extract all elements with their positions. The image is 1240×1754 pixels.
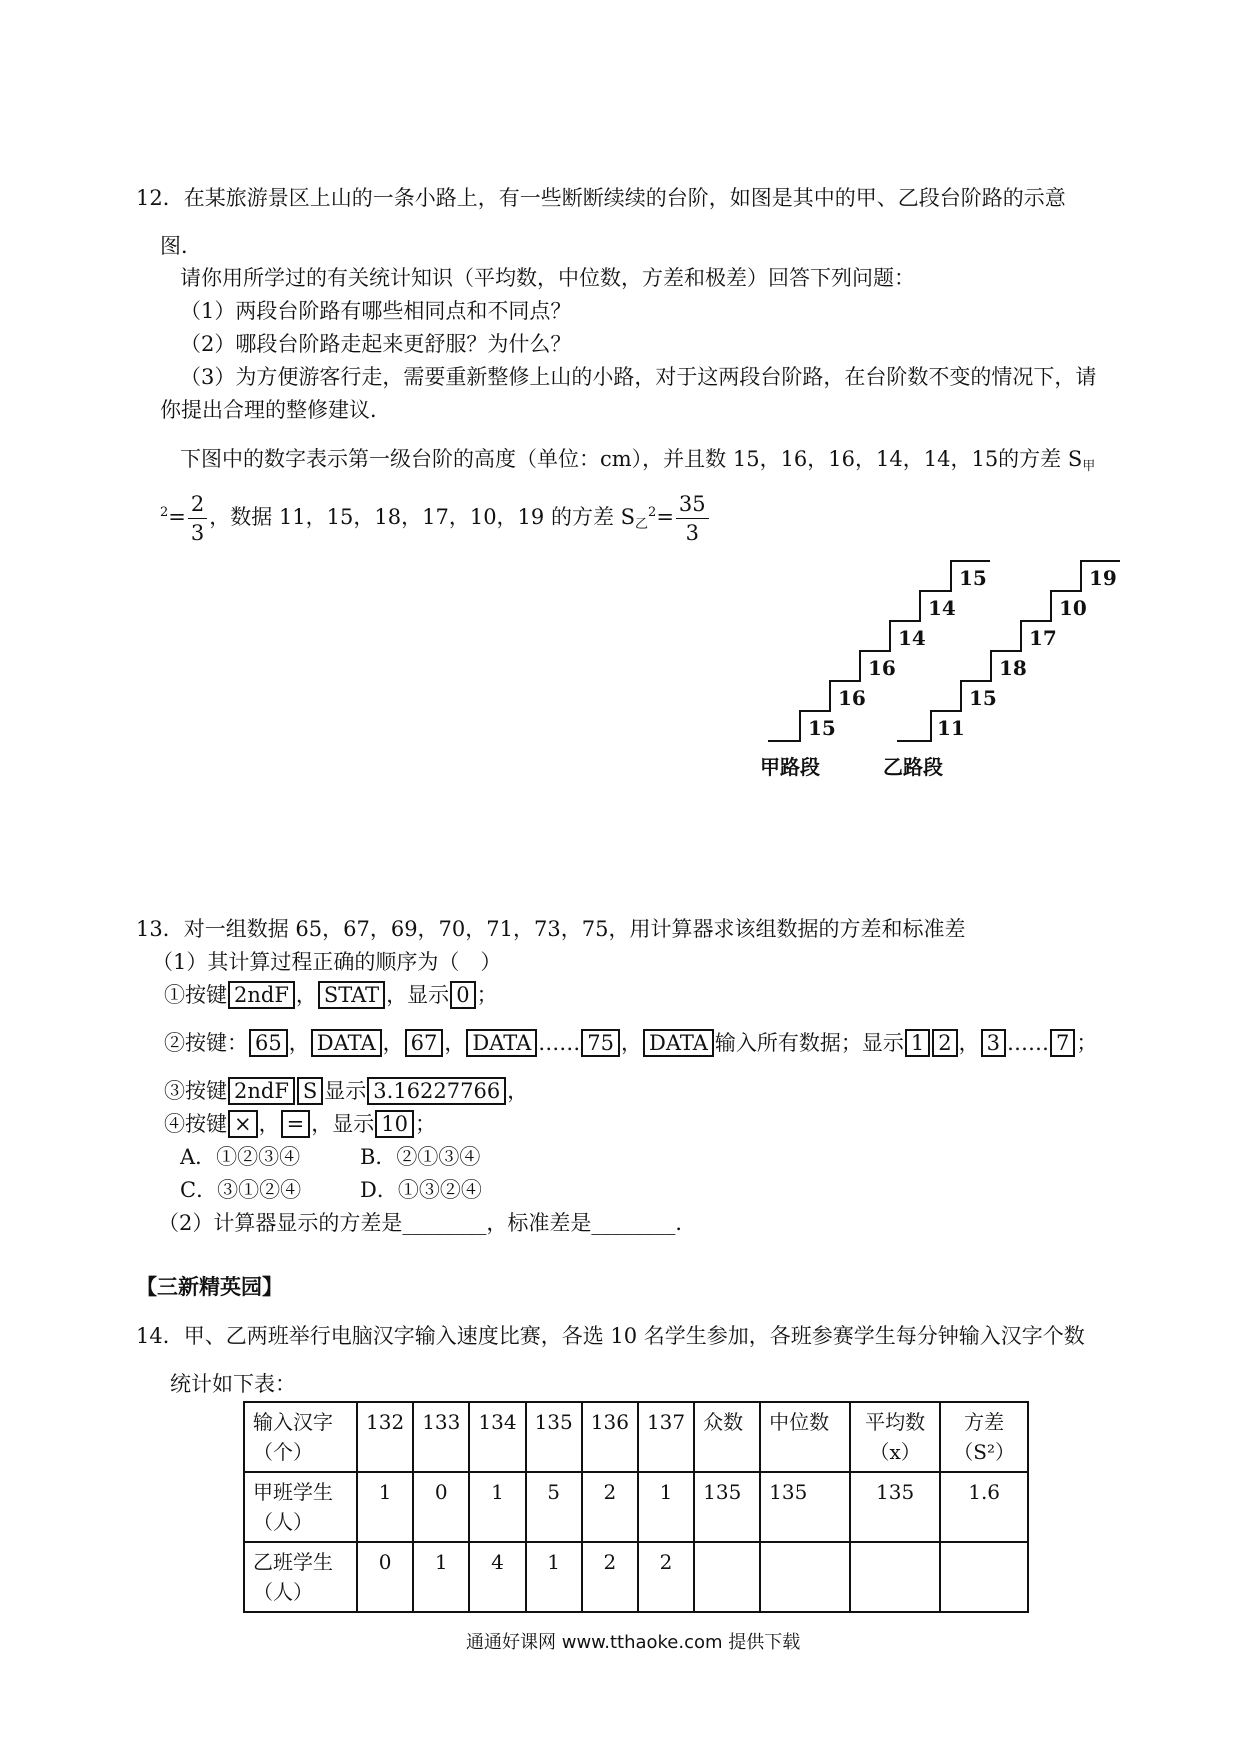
s2-mid: 输入所有数据；显示 (714, 1031, 904, 1055)
q13-sub1: （1）其计算过程正确的顺序为（ ） (152, 950, 502, 974)
s4-sep: ， (258, 1112, 280, 1136)
s2-sep1: ， (288, 1031, 310, 1055)
table-row (244, 1402, 1028, 1472)
sub-jia: 甲 (1082, 459, 1096, 474)
note1-text: 下图中的数字表示第一级台阶的高度（单位：cm），并且数 15，16，16，14，14，15的方差 S (180, 447, 1083, 471)
key-2ndf-2: 2ndF (228, 1077, 295, 1105)
footer-text: 通通好课网 www.tthaoke.com 提供下载 (466, 1632, 801, 1653)
option-b: B．②①③④ (360, 1145, 481, 1169)
s1-mid: ，显示 (386, 983, 450, 1007)
s1-sep: ， (295, 983, 317, 1007)
jia-step-6: 15 (959, 566, 987, 590)
q12-line1: 12．在某旅游景区上山的一条小路上，有一些断断续续的台阶，如图是其中的甲、乙段台阶路的示意 (136, 186, 1066, 210)
frac1-num: 2 (188, 490, 207, 519)
option-c: C．③①②④ (180, 1178, 302, 1202)
table-cell: 1 (469, 1472, 525, 1542)
display-1: 1 (905, 1029, 930, 1057)
q13-step1 (164, 979, 498, 1011)
key-stat: STAT (318, 981, 385, 1009)
table-cell: 乙班学生（人） (244, 1542, 357, 1612)
table-cell: 1 (526, 1542, 582, 1612)
jia-step-2: 16 (838, 686, 866, 710)
key-2ndf: 2ndF (228, 981, 295, 1009)
option-d: D．①③②④ (360, 1178, 482, 1202)
table-cell: 1 (357, 1472, 413, 1542)
jia-label: 甲路段 (760, 755, 820, 779)
fraction-variance-jia (188, 490, 207, 547)
stats-table (243, 1401, 1029, 1613)
q13-step4 (164, 1108, 436, 1140)
jia-stair-line (768, 561, 990, 741)
key-times: × (228, 1110, 258, 1138)
q13-step3 (164, 1075, 528, 1107)
table-cell: 132 (357, 1402, 413, 1472)
q12-sub3b: 你提出合理的整修建议． (160, 398, 391, 422)
table-cell: 甲班学生（人） (244, 1472, 357, 1542)
section-heading: 【三新精英园】 (136, 1275, 283, 1299)
table-cell: 平均数（x） (850, 1402, 940, 1472)
display-2: 2 (932, 1029, 957, 1057)
key-data-3: DATA (643, 1029, 714, 1057)
yi-stair-line (897, 561, 1120, 741)
display-0: 0 (450, 981, 475, 1009)
s1-end: ； (476, 983, 498, 1007)
table-cell: 137 (638, 1402, 694, 1472)
s2-sep2: ， (382, 1031, 404, 1055)
s1-prefix: ①按键 (164, 983, 227, 1007)
q12-note2 (160, 490, 711, 547)
s2-sep5: ， (958, 1031, 980, 1055)
sup-2-b: 2 (648, 505, 657, 520)
table-cell: 135 (850, 1472, 940, 1542)
table-row (244, 1472, 1028, 1542)
s2-end: ； (1076, 1031, 1098, 1055)
yi-step-4: 17 (1029, 626, 1057, 650)
q14-line1: 14．甲、乙两班举行电脑汉字输入速度比赛，各选 10 名学生参加，各班参赛学生每分钟输入汉字个数 (136, 1324, 1085, 1348)
table-cell: 0 (413, 1472, 469, 1542)
q13-title: 13．对一组数据 65，67，69，70，71，73，75，用计算器求该组数据的方差和标准差 (136, 917, 966, 941)
table-cell: 2 (582, 1542, 638, 1612)
table-cell: 众数 (694, 1402, 760, 1472)
display-10: 10 (375, 1110, 414, 1138)
key-65: 65 (249, 1029, 288, 1057)
q12-sub1: （1）两段台阶路有哪些相同点和不同点？ (180, 299, 572, 323)
s2-dots-2: …… (1007, 1031, 1049, 1055)
table-cell: 135 (694, 1472, 760, 1542)
yi-label: 乙路段 (883, 755, 943, 779)
sub-yi: 乙 (635, 517, 649, 532)
s2-sep4: ， (620, 1031, 642, 1055)
table-cell: 2 (638, 1542, 694, 1612)
s4-mid: ，显示 (311, 1112, 375, 1136)
table-row (244, 1542, 1028, 1612)
table-cell: 135 (760, 1472, 850, 1542)
key-s: S (297, 1077, 323, 1105)
table-cell (940, 1542, 1028, 1612)
sup-2-a: 2 (160, 505, 169, 520)
q14-line2: 统计如下表： (170, 1372, 296, 1396)
frac2-den: 3 (685, 521, 699, 545)
table-cell: 1.6 (940, 1472, 1028, 1542)
yi-step-2: 15 (969, 686, 997, 710)
table-cell (850, 1542, 940, 1612)
q12-line2: 图． (160, 234, 202, 258)
display-7: 7 (1050, 1029, 1075, 1057)
jia-step-4: 14 (898, 626, 926, 650)
frac2-num: 35 (676, 490, 709, 519)
s4-end: ； (414, 1112, 436, 1136)
key-75: 75 (581, 1029, 620, 1057)
q13-sub2: （2）计算器显示的方差是________，标准差是________． (158, 1211, 697, 1235)
table-cell (760, 1542, 850, 1612)
option-a: A．①②③④ (180, 1145, 301, 1169)
key-equals: = (281, 1110, 311, 1138)
fraction-variance-yi (676, 490, 709, 547)
key-67: 67 (405, 1029, 444, 1057)
s3-mid: 显示 (324, 1079, 367, 1103)
note2-text: ，数据 11，15，18，17，10，19 的方差 S (209, 505, 636, 529)
table-cell: 输入汉字（个） (244, 1402, 357, 1472)
q13-step2 (164, 1027, 1097, 1059)
yi-step-3: 18 (999, 656, 1027, 680)
yi-step-1: 11 (937, 716, 965, 740)
s3-prefix: ③按键 (164, 1079, 227, 1103)
s3-end: ， (507, 1079, 529, 1103)
table-cell: 中位数 (760, 1402, 850, 1472)
table-cell: 134 (469, 1402, 525, 1472)
s2-dots: …… (538, 1031, 581, 1055)
s2-prefix: ②按键： (164, 1031, 248, 1055)
table-cell: 2 (582, 1472, 638, 1542)
equals-b: = (656, 505, 674, 529)
table-cell: 0 (357, 1542, 413, 1612)
s4-prefix: ④按键 (164, 1112, 227, 1136)
q12-line3: 请你用所学过的有关统计知识（平均数，中位数，方差和极差）回答下列问题： (180, 266, 915, 290)
s2-sep3: ， (444, 1031, 466, 1055)
table-cell: 1 (413, 1542, 469, 1612)
jia-step-5: 14 (928, 596, 956, 620)
q12-sub3a: （3）为方便游客行走，需要重新整修上山的小路，对于这两段台阶路，在台阶数不变的情况下，请 (180, 365, 1097, 389)
equals-a: = (168, 505, 186, 529)
display-3: 3 (981, 1029, 1006, 1057)
table-cell: 133 (413, 1402, 469, 1472)
table-cell: 4 (469, 1542, 525, 1612)
yi-step-6: 19 (1089, 566, 1117, 590)
frac1-den: 3 (190, 521, 205, 545)
jia-step-3: 16 (868, 656, 896, 680)
stairs-figure (755, 556, 1123, 782)
key-data-1: DATA (311, 1029, 382, 1057)
table-cell (694, 1542, 760, 1612)
q12-sub2: （2）哪段台阶路走起来更舒服？为什么？ (180, 332, 572, 356)
q12-note1 (180, 443, 1095, 483)
table-cell: 136 (582, 1402, 638, 1472)
display-std: 3.16227766 (367, 1077, 506, 1105)
yi-step-5: 10 (1059, 596, 1087, 620)
table-cell: 5 (526, 1472, 582, 1542)
table-cell: 135 (526, 1402, 582, 1472)
table-cell: 方差（S²） (940, 1402, 1028, 1472)
jia-step-1: 15 (808, 716, 836, 740)
key-data-2: DATA (466, 1029, 537, 1057)
table-cell: 1 (638, 1472, 694, 1542)
